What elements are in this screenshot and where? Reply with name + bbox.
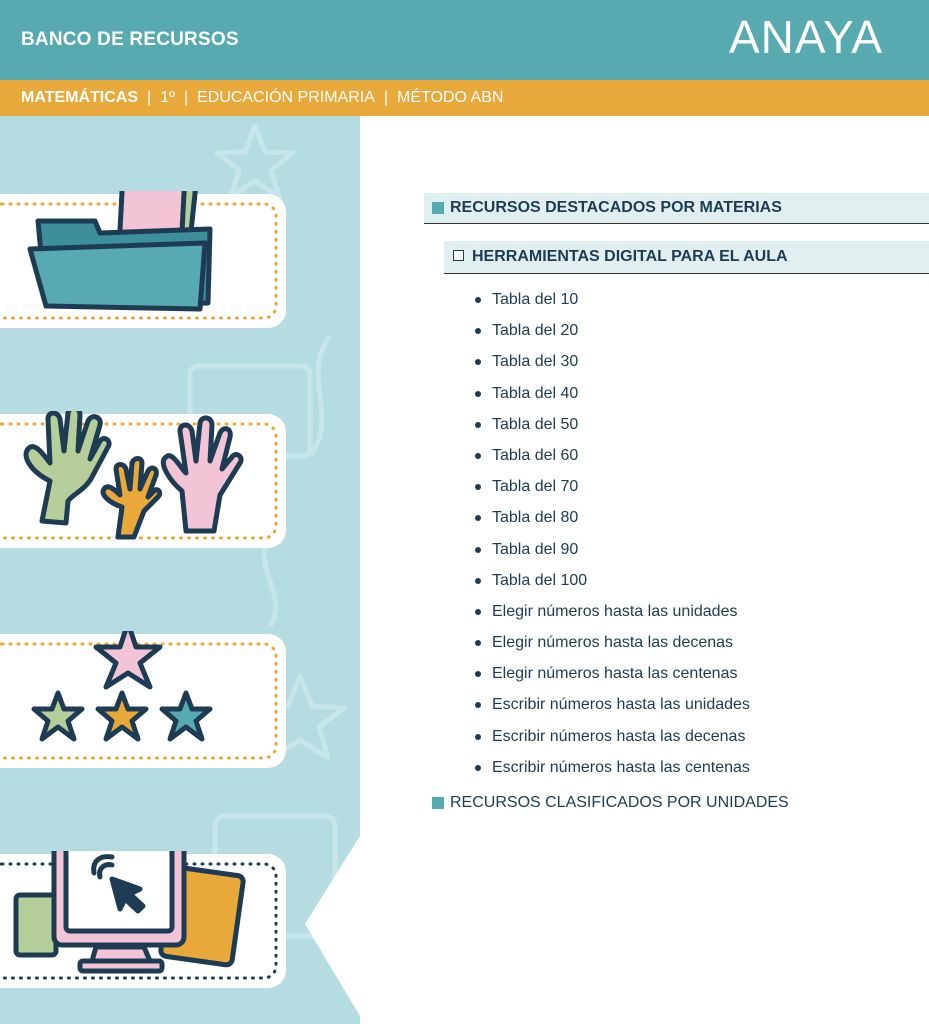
sidebar-card-folder[interactable] — [0, 191, 292, 331]
list-item[interactable]: Tabla del 40 — [424, 378, 750, 409]
teal-square-icon — [432, 797, 444, 809]
breadcrumb-separator: | — [183, 89, 189, 106]
units-resources-label: RECURSOS CLASIFICADOS POR UNIDADES — [450, 794, 789, 811]
sidebar — [0, 116, 360, 1024]
list-item[interactable]: Tabla del 80 — [424, 502, 750, 533]
svg-text:ANAYA: ANAYA — [728, 14, 884, 58]
subheader-bar — [0, 80, 929, 116]
header-bar — [0, 0, 929, 80]
list-item[interactable]: Escribir números hasta las unidades — [424, 689, 750, 720]
breadcrumb-level: EDUCACIÓN PRIMARIA — [197, 89, 375, 106]
list-item[interactable]: Tabla del 50 — [424, 409, 750, 440]
sidebar-card-computer[interactable] — [0, 851, 292, 991]
featured-resources-header[interactable] — [424, 193, 929, 224]
list-item[interactable]: Escribir números hasta las centenas — [424, 752, 750, 783]
breadcrumb-separator: | — [147, 89, 152, 106]
digital-tools-label: HERRAMIENTAS DIGITAL PARA EL AULA — [472, 248, 788, 265]
list-item[interactable]: Tabla del 70 — [424, 471, 750, 502]
breadcrumb-grade: 1º — [160, 89, 175, 106]
list-item[interactable]: Tabla del 30 — [424, 346, 750, 377]
header-title: BANCO DE RECURSOS — [21, 29, 239, 50]
digital-tools-header[interactable] — [444, 241, 929, 274]
digital-tools-list — [424, 284, 750, 783]
list-item[interactable]: Escribir números hasta las decenas — [424, 721, 750, 752]
list-item[interactable]: Tabla del 60 — [424, 440, 750, 471]
list-item[interactable]: Elegir números hasta las unidades — [424, 596, 750, 627]
list-item[interactable]: Elegir números hasta las centenas — [424, 658, 750, 689]
anaya-logo[interactable] — [718, 14, 894, 58]
empty-square-icon — [453, 250, 464, 261]
list-item[interactable]: Tabla del 20 — [424, 315, 750, 346]
breadcrumb-separator: | — [383, 89, 389, 106]
teal-square-icon — [432, 202, 444, 214]
breadcrumb-subject: MATEMÁTICAS — [21, 89, 139, 106]
list-item[interactable]: Tabla del 90 — [424, 534, 750, 565]
featured-resources-label: RECURSOS DESTACADOS POR MATERIAS — [450, 199, 782, 216]
list-item[interactable]: Tabla del 100 — [424, 565, 750, 596]
breadcrumb-method: MÉTODO ABN — [397, 89, 504, 106]
breadcrumb — [21, 89, 503, 107]
sidebar-card-stars[interactable] — [0, 631, 292, 771]
list-item[interactable]: Tabla del 10 — [424, 284, 750, 315]
list-item[interactable]: Elegir números hasta las decenas — [424, 627, 750, 658]
sidebar-card-hands[interactable] — [0, 411, 292, 551]
units-resources-header[interactable] — [424, 794, 929, 820]
